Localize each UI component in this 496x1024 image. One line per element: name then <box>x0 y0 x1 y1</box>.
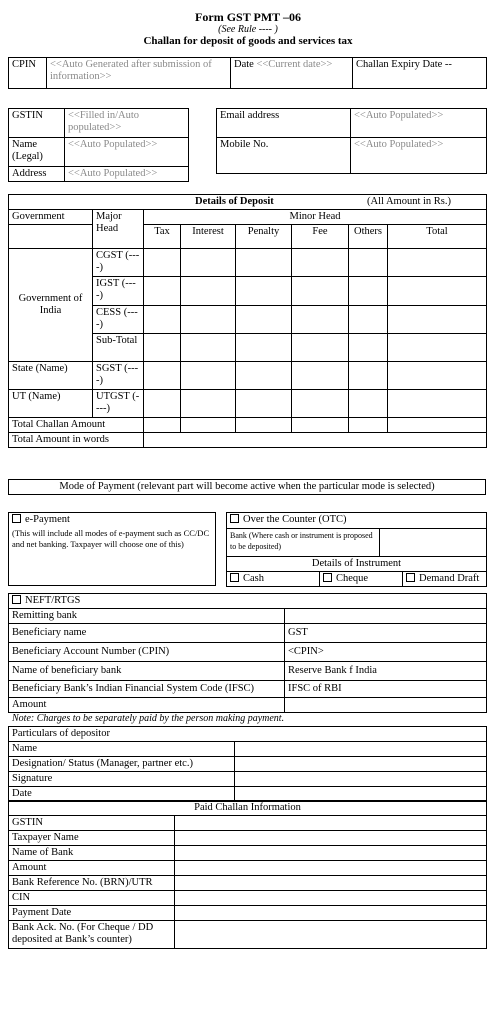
col-others: Others <box>349 225 388 249</box>
cgst-interest[interactable] <box>181 249 236 277</box>
instrument-details-title: Details of Instrument <box>227 557 487 572</box>
cpin-table <box>8 57 487 89</box>
utgst-others[interactable] <box>349 390 388 418</box>
utgst-label: UTGST (----) <box>93 390 144 418</box>
name-label: Name (Legal) <box>9 138 65 167</box>
government-header: Government <box>9 210 93 225</box>
igst-interest[interactable] <box>181 277 236 306</box>
col-total: Total <box>388 225 487 249</box>
cess-tax[interactable] <box>144 306 181 334</box>
beneficiary-name-value: GST <box>285 624 487 643</box>
government-header-spacer <box>9 225 93 249</box>
paid-payment-date-label: Payment Date <box>9 906 175 921</box>
col-interest: Interest <box>181 225 236 249</box>
igst-penalty[interactable] <box>236 277 292 306</box>
subtotal-fee[interactable] <box>292 334 349 362</box>
taxpayer-left-table <box>8 108 189 182</box>
cgst-total[interactable] <box>388 249 487 277</box>
depositor-date-label: Date <box>9 787 235 802</box>
neft-table <box>8 593 487 713</box>
otc-bank-label: Bank (Where cash or instrument is proposed to be deposited) <box>227 529 380 557</box>
challan-expiry-label: Challan Expiry Date -- <box>353 58 487 89</box>
cgst-penalty[interactable] <box>236 249 292 277</box>
epayment-table <box>8 512 216 586</box>
epayment-label: e-Payment <box>25 514 70 525</box>
cash-label: Cash <box>243 573 264 584</box>
ifsc-value: IFSC of RBI <box>285 681 487 698</box>
utgst-interest[interactable] <box>181 390 236 418</box>
instrument-options <box>227 572 487 587</box>
paid-brn-field[interactable] <box>175 876 487 891</box>
depositor-designation-label: Designation/ Status (Manager, partner etc.) <box>9 757 235 772</box>
otc-label: Over the Counter (OTC) <box>243 514 347 525</box>
paid-payment-date-field[interactable] <box>175 906 487 921</box>
subtotal-interest[interactable] <box>181 334 236 362</box>
depositor-signature-label: Signature <box>9 772 235 787</box>
state-label: State (Name) <box>9 362 93 390</box>
total-interest[interactable] <box>181 418 236 433</box>
cgst-fee[interactable] <box>292 249 349 277</box>
paid-amount-field[interactable] <box>175 861 487 876</box>
paid-cin-field[interactable] <box>175 891 487 906</box>
deposit-header-row <box>9 195 487 210</box>
paid-gstin-field[interactable] <box>175 816 487 831</box>
rule-reference: (See Rule ---- ) <box>218 24 278 35</box>
paid-challan-title: Paid Challan Information <box>9 801 487 816</box>
name-field[interactable]: <<Auto Populated>> <box>65 138 189 167</box>
date-cell[interactable] <box>231 58 353 89</box>
igst-label: IGST (----) <box>93 277 144 306</box>
subtotal-total[interactable] <box>388 334 487 362</box>
beneficiary-bank-value: Reserve Bank f India <box>285 662 487 681</box>
sgst-label: SGST (----) <box>93 362 144 390</box>
form-subtitle: Challan for deposit of goods and services tax <box>143 35 353 47</box>
date-value: <<Current date>> <box>256 59 333 70</box>
depositor-table <box>8 726 487 802</box>
cpin-label: CPIN <box>9 58 47 89</box>
ifsc-label: Beneficiary Bank’s Indian Financial System Code (IFSC) <box>9 681 285 698</box>
deposit-amount-note: (All Amount in Rs.) <box>367 196 452 207</box>
utgst-total[interactable] <box>388 390 487 418</box>
sgst-total[interactable] <box>388 362 487 390</box>
remitting-bank-label: Remitting bank <box>9 609 285 624</box>
minor-head-header: Minor Head <box>144 210 487 225</box>
subtotal-label: Sub-Total <box>93 334 144 362</box>
cheque-checkbox[interactable] <box>323 573 332 582</box>
sgst-others[interactable] <box>349 362 388 390</box>
mode-of-payment-table <box>8 479 486 495</box>
utgst-tax[interactable] <box>144 390 181 418</box>
igst-others[interactable] <box>349 277 388 306</box>
remitting-bank-field[interactable] <box>285 609 487 624</box>
beneficiary-name-label: Beneficiary name <box>9 624 285 643</box>
cgst-others[interactable] <box>349 249 388 277</box>
otc-bank-field[interactable] <box>380 529 487 557</box>
paid-bank-name-field[interactable] <box>175 846 487 861</box>
epayment-option[interactable] <box>9 513 216 586</box>
sgst-fee[interactable] <box>292 362 349 390</box>
depositor-name-label: Name <box>9 742 235 757</box>
cess-penalty[interactable] <box>236 306 292 334</box>
igst-total[interactable] <box>388 277 487 306</box>
cgst-label: CGST (----) <box>93 249 144 277</box>
paid-bank-ack-field[interactable] <box>175 921 487 949</box>
mobile-field[interactable]: <<Auto Populated>> <box>351 138 487 174</box>
demand-draft-checkbox[interactable] <box>406 573 415 582</box>
deposit-table <box>8 194 487 448</box>
depositor-title: Particulars of depositor <box>9 727 487 742</box>
depositor-name-field[interactable] <box>235 742 487 757</box>
email-field[interactable]: <<Auto Populated>> <box>351 109 487 138</box>
mobile-label: Mobile No. <box>217 138 351 174</box>
depositor-designation-field[interactable] <box>235 757 487 772</box>
sgst-interest[interactable] <box>181 362 236 390</box>
gstin-field[interactable]: <<Filled in/Auto populated>> <box>65 109 189 138</box>
sgst-tax[interactable] <box>144 362 181 390</box>
charges-note: Note: Charges to be separately paid by the person making payment. <box>12 713 285 724</box>
ut-label: UT (Name) <box>9 390 93 418</box>
subtotal-tax[interactable] <box>144 334 181 362</box>
paid-bank-ack-label: Bank Ack. No. (For Cheque / DD deposited at Bank’s counter) <box>9 921 175 949</box>
mode-of-payment-title: Mode of Payment (relevant part will become active when the particular mode is selected) <box>9 480 486 495</box>
utgst-penalty[interactable] <box>236 390 292 418</box>
depositor-signature-field[interactable] <box>235 772 487 787</box>
email-label: Email address <box>217 109 351 138</box>
igst-fee[interactable] <box>292 277 349 306</box>
cash-checkbox[interactable] <box>230 573 239 582</box>
demand-draft-label: Demand Draft <box>419 573 480 584</box>
paid-taxpayer-name-field[interactable] <box>175 831 487 846</box>
neft-amount-label: Amount <box>9 698 285 713</box>
subtotal-penalty[interactable] <box>236 334 292 362</box>
total-in-words-field[interactable] <box>144 433 487 448</box>
total-challan-amount-label: Total Challan Amount <box>9 418 144 433</box>
gstin-label: GSTIN <box>9 109 65 138</box>
otc-option[interactable] <box>227 513 487 529</box>
neft-option[interactable] <box>9 594 487 609</box>
cheque-label: Cheque <box>336 573 369 584</box>
cess-others[interactable] <box>349 306 388 334</box>
cess-interest[interactable] <box>181 306 236 334</box>
demand-draft-option[interactable] <box>403 572 486 586</box>
beneficiary-bank-label: Name of beneficiary bank <box>9 662 285 681</box>
cess-total[interactable] <box>388 306 487 334</box>
beneficiary-account-label: Beneficiary Account Number (CPIN) <box>9 643 285 662</box>
paid-challan-table <box>8 800 487 949</box>
total-fee[interactable] <box>292 418 349 433</box>
cash-option[interactable] <box>227 572 320 586</box>
total-tax[interactable] <box>144 418 181 433</box>
neft-checkbox[interactable] <box>12 595 21 604</box>
total-total[interactable] <box>388 418 487 433</box>
beneficiary-account-value: <CPIN> <box>285 643 487 662</box>
cpin-value[interactable]: <<Auto Generated after submission of information>> <box>47 58 231 89</box>
epayment-description: (This will include all modes of e-payment such as CC/DC and net banking. Taxpayer will choose one of this) <box>12 528 210 549</box>
major-head-header: Major Head <box>93 210 144 249</box>
col-fee: Fee <box>292 225 349 249</box>
paid-cin-label: CIN <box>9 891 175 906</box>
otc-table <box>226 512 487 587</box>
date-label: Date <box>234 59 254 70</box>
epayment-checkbox[interactable] <box>12 514 21 523</box>
otc-checkbox[interactable] <box>230 514 239 523</box>
total-penalty[interactable] <box>236 418 292 433</box>
sgst-penalty[interactable] <box>236 362 292 390</box>
col-penalty: Penalty <box>236 225 292 249</box>
cgst-tax[interactable] <box>144 249 181 277</box>
igst-tax[interactable] <box>144 277 181 306</box>
subtotal-others[interactable] <box>349 334 388 362</box>
utgst-fee[interactable] <box>292 390 349 418</box>
paid-amount-label: Amount <box>9 861 175 876</box>
cess-fee[interactable] <box>292 306 349 334</box>
cheque-option[interactable] <box>320 572 403 586</box>
form-title: Form GST PMT –06 <box>195 10 301 24</box>
paid-gstin-label: GSTIN <box>9 816 175 831</box>
neft-amount-field[interactable] <box>285 698 487 713</box>
address-field[interactable]: <<Auto Populated>> <box>65 167 189 182</box>
cess-label: CESS (----) <box>93 306 144 334</box>
paid-brn-label: Bank Reference No. (BRN)/UTR <box>9 876 175 891</box>
paid-taxpayer-name-label: Taxpayer Name <box>9 831 175 846</box>
deposit-title: Details of Deposit <box>195 196 274 207</box>
total-others[interactable] <box>349 418 388 433</box>
paid-bank-name-label: Name of Bank <box>9 846 175 861</box>
total-in-words-label: Total Amount in words <box>9 433 144 448</box>
taxpayer-right-table <box>216 108 487 174</box>
government-of-india-label: Government of India <box>9 249 93 362</box>
col-tax: Tax <box>144 225 181 249</box>
address-label: Address <box>9 167 65 182</box>
neft-label: NEFT/RTGS <box>25 595 81 606</box>
